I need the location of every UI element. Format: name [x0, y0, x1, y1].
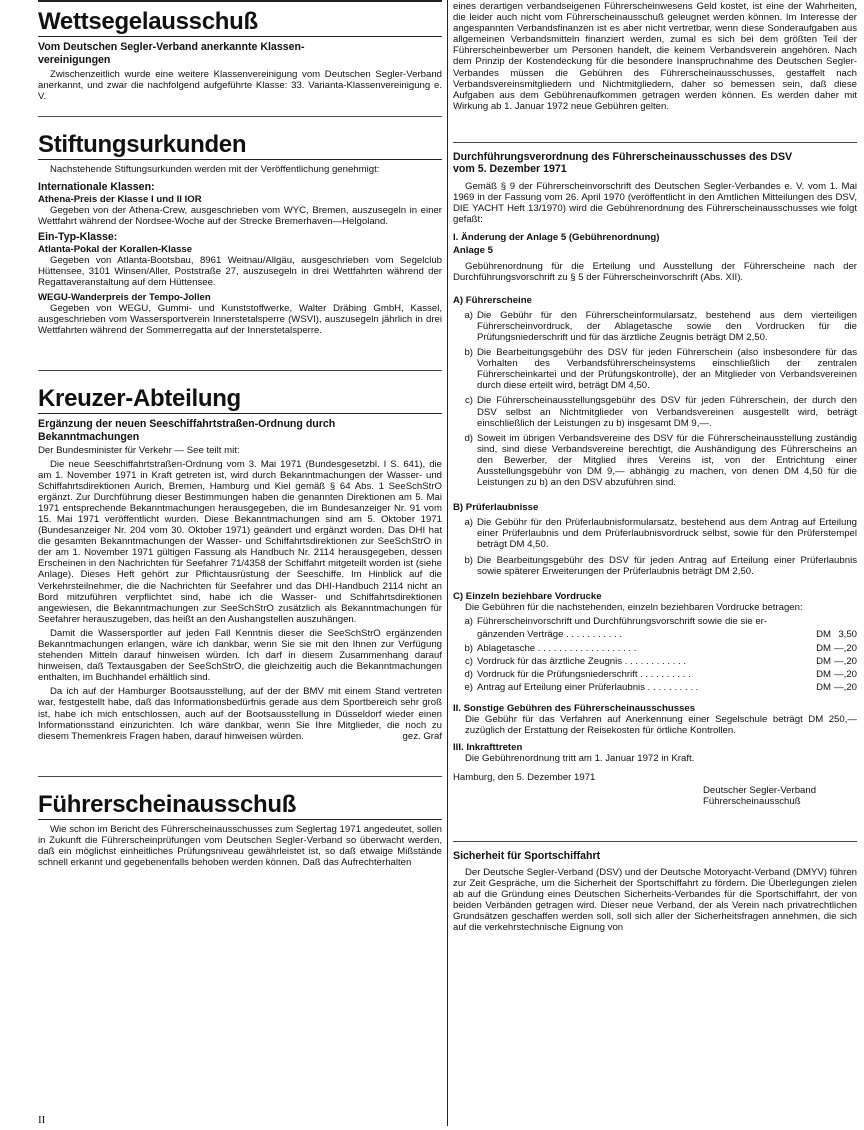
- heading-rule: [38, 159, 442, 160]
- athena-text: Gegeben von der Athena-Crew, ausgeschrieben vom WYC, Bremen, auszusegeln in einer Wettfahrt während der Nordsee-Woche auf der Strecke Bremerhaven—Helgoland.: [38, 204, 442, 228]
- item-label: a): [464, 517, 473, 529]
- signature-line-2: Führerscheinausschuß: [703, 796, 801, 808]
- heading-rule: [38, 36, 442, 37]
- anlage-text: Gebührenordnung für die Erteilung und Ausstellung der Führerscheine nach der Durchführungsvorschrift zu § 5 der Führerscheinvorschrift (Abs. XII).: [453, 260, 857, 283]
- fuehrerschein-section: [38, 791, 442, 868]
- kreuzer-heading: Kreuzer-Abteilung: [38, 385, 241, 413]
- kreuzer-section: [38, 385, 442, 741]
- fee-amount: —,20: [834, 682, 857, 694]
- fee-text: Antrag auf Erteilung einer Prüferlaubnis . . . . . . . . . .: [477, 682, 699, 694]
- s1-heading: I. Änderung der Anlage 5 (Gebührenordnung): [453, 232, 660, 244]
- stiftung-intro: Nachstehende Stiftungsurkunden werden mit der Veröffentlichung genehmigt:: [50, 164, 380, 176]
- section-divider: [38, 370, 442, 371]
- fee-label: d): [464, 669, 473, 681]
- wettsegel-section: [38, 8, 442, 102]
- fee-row: [453, 655, 857, 668]
- dvo-section: [453, 151, 857, 808]
- fee-row: [453, 615, 857, 642]
- wettsegel-heading: Wettsegelausschuß: [38, 8, 258, 35]
- a-list: [453, 310, 857, 488]
- fee-text-label: Vordruck für die Prüfungsniederschrift: [477, 669, 638, 681]
- section-divider: [38, 116, 442, 117]
- kreuzer-paragraph-3-text: Da ich auf der Hamburger Bootsausstellung, auf der der BMV mit einem Stand vertreten war, festgestellt habe, daß das Informationsbedürfnis gerade aus dem Sportbereich sehr groß ist, habe ich mich entschlossen, auch auf der Bootsausstellung in Düsseldorf wieder einen Informationsstand einzurichten. Ich wäre dankbar, wenn Sie Ihre Mitglieder, die noch zu diesem Themenkreis Fragen haben, darauf hinweisen würden.: [38, 686, 442, 742]
- section-divider: [453, 142, 857, 143]
- fee-text: Vordruck für die Prüfungsniederschrift . . . . . . . . . .: [477, 669, 691, 681]
- fee-text-line1: Führerscheinvorschrift und Durchführungsvorschrift sowie die sie er-: [477, 615, 768, 627]
- b-list: [453, 517, 857, 576]
- anlage-label: Anlage 5: [453, 245, 493, 257]
- fuehrerschein-text: Wie schon im Bericht des Führerscheinausschusses zum Seglertag 1971 angedeutet, sollen in Zukunft die Führerscheinprüfungen vom Deutschen Segler-Verband so überwacht werden, daß ein möglichst einheitliches Prüfungsniveau gewährleistet ist, so daß etwaige Mißstände schnell erkannt und gegebenenfalls behoben werden können. Daß das Aufrechterhalten: [38, 823, 442, 869]
- fee-text-label: Vordruck für das ärztliche Zeugnis: [477, 655, 623, 667]
- heading-rule: [38, 413, 442, 414]
- eintyp-heading: Ein-Typ-Klasse:: [38, 231, 118, 244]
- right-column: [453, 0, 857, 934]
- fee-text: Vordruck für das ärztliche Zeugnis . . . . . . . . . . . .: [477, 655, 687, 667]
- fee-currency: DM: [816, 642, 831, 654]
- item-text: Soweit im übrigen Verbandsvereine des DSV für die Führerscheinausstellung zuständig sind, sind diese Verbandsvereine berechtigt, die Aushändigung des Führerscheins an den Bewerber, der Mitglied ihres Vereins ist, von der Entrichtung einer Ausstellungsgebühr von DM 9,— abhängig zu machen, von denen DM 4,50 für die Leistungen zu b) an den DSV abzuführen sind.: [477, 432, 857, 489]
- fee-text-line2: gänzenden Verträge: [477, 629, 564, 641]
- athena-title: Athena-Preis der Klasse I und II IOR: [38, 193, 202, 205]
- kreuzer-intro: Der Bundesminister für Verkehr — See teilt mit:: [38, 445, 240, 457]
- wettsegel-subheading: Vom Deutschen Segler-Verband anerkannte Klassen-vereinigungen: [38, 41, 305, 66]
- item-label: a): [464, 309, 473, 321]
- wettsegel-text: Zwischenzeitlich wurde eine weitere Klassenvereinigung vom Deutschen Segler-Verband anerkannt, und zwar die nachfolgend aufgeführte Klasse: 33. Varianta-Klassenvereinigung e. V.: [38, 69, 442, 103]
- left-column: [38, 0, 442, 868]
- fee-currency: DM: [816, 629, 831, 641]
- item-label: c): [465, 395, 473, 407]
- kreuzer-paragraph-1: Die neue Seeschiffahrtstraßen-Ordnung vom 3. Mai 1971 (Bundesgesetzbl. I S. 641), die am 1. November 1971 in Kraft getreten ist, wird durch Bekanntmachungen der Wasser- und Schiffahrtsdirektionen Aurich, Bremen, Hamburg und Kiel gemäß § 64 Abs. 1 SeeSchStrO ergänzt. Zur Durchführung dieser Bestimmungen haben die genannten Direktionen am 5. Mai 1971 entsprechende Bekanntmachungen herausgegeben, die im Bundesanzeiger Nr. 91 vom 15. Mai 1971 veröffentlicht wurden. Diese Bekanntmachungen sind am 5. Oktober 1971 (Bundesanzeiger Nr. 204 vom 30. Oktober 1971) geändert und ergänzt worden. Das DHI hat die gesamten Bekanntmachungen der Wasser- und Schiffahrtsdirektionen zur SeeSchStrO in der am 1. November 1971 gültigen Fassung als Handbuch Nr. 2114 herausgegeben, dessen Erscheinen in den Nachrichten für Seefahrer 71/4358 der Schiffahrt mitgeteilt worden ist (siehe Anlage). Dieses Heft gehört zur Pflichtausrüstung der Seeschiffe. Im Hinblick auf die Verkehrsteilnehmer, die die Nachrichten für Seefahrer und das DHI-Handbuch 2114 nicht an Bord mitzuführen verpflichtet sind, habe ich die Wasser- und Schiffahrtsdirektionen angewiesen, die Bekanntmachungen zur SeeSchStrO zusätzlich als Bekanntmachungen für Seefahrer herauszugeben, das heißt an den Aushangstellen auszuhängen.: [38, 458, 442, 625]
- fee-label: e): [464, 682, 473, 694]
- c-intro: Die Gebühren für die nachstehenden, einzeln beziehbaren Vordrucke betragen:: [465, 601, 803, 613]
- kreuzer-signature: gez. Graf: [402, 730, 442, 742]
- stiftung-section: [38, 131, 442, 336]
- b-heading: B) Prüferlaubnisse: [453, 502, 539, 514]
- sicherheit-text: Der Deutsche Segler-Verband (DSV) und der Deutsche Motoryacht-Verband (DMYV) führen zur Zeit Gespräche, um die Sicherheit der Sportschiffahrt zu fördern. Die Überlegungen zielen ab auf die Gründung eines Deutschen Sicherheits-Verbandes für die Sportschiffahrt, der von beiden Verbänden getragen wird. Dieser neue Verband, der als Verein nach privatrechtlichen Grundsätzen geschaffen werden soll, soll sich aller der Sicherheitsfragen annehmen, die sich auf die verkehrstechnische Eignung von: [453, 866, 857, 934]
- list-item: [453, 310, 857, 343]
- sicherheit-heading: Sicherheit für Sportschiffahrt: [453, 850, 601, 863]
- item-label: b): [464, 347, 473, 359]
- item-text: Die Gebühr für den Prüferlaubnisformularsatz, bestehend aus dem Antrag auf Erteilung einer Prüferlaubnis und dem Prüferlaubnisvordruck selbst, sowie für den Prüferstempel beträgt DM 4,50.: [477, 517, 857, 551]
- fuehrerschein-heading: Führerscheinausschuß: [38, 790, 297, 818]
- list-item: [453, 555, 857, 577]
- fee-amount: —,20: [834, 642, 857, 654]
- fee-row: [453, 668, 857, 681]
- intl-classes-heading: Internationale Klassen:: [38, 181, 155, 194]
- fee-text-label: Ablagetasche: [477, 642, 536, 654]
- fee-text-label: Antrag auf Erteilung einer Prüferlaubnis: [477, 682, 645, 694]
- s3-text: Die Gebührenordnung tritt am 1. Januar 1972 in Kraft.: [465, 753, 695, 765]
- list-item: [453, 347, 857, 391]
- signature-line-1: Deutscher Segler-Verband: [703, 785, 817, 797]
- fee-list: [453, 615, 857, 695]
- c-heading: C) Einzeln beziehbare Vordrucke: [453, 590, 602, 602]
- fee-currency: DM: [816, 682, 831, 694]
- a-heading: A) Führerscheine: [453, 294, 532, 306]
- dvo-intro: Gemäß § 9 der Führerscheinvorschrift des Deutschen Segler-Verbandes e. V. vom 1. Mai 1969 in der Fassung vom 26. April 1970 (veröffentlicht in den Amtlichen Mitteilungen des DSV, DIE YACHT Heft 13/1970) wird die Gebührenordnung des Führerscheinausschusses wie folgt gefaßt:: [453, 180, 857, 226]
- place-date: Hamburg, den 5. Dezember 1971: [453, 772, 596, 784]
- fee-text: Ablagetasche . . . . . . . . . . . . . . . . . . .: [477, 642, 637, 654]
- heading-rule: [38, 819, 442, 820]
- list-item: [453, 517, 857, 550]
- list-item: [453, 433, 857, 488]
- list-item: [453, 395, 857, 428]
- fee-label: c): [465, 655, 473, 667]
- kreuzer-subheading: Ergänzung der neuen Seeschiffahrtstraßen-Ordnung durch Bekanntmachungen: [38, 418, 336, 443]
- atlanta-title: Atlanta-Pokal der Korallen-Klasse: [38, 243, 193, 255]
- section-divider: [38, 776, 442, 777]
- stiftung-heading: Stiftungsurkunden: [38, 131, 247, 159]
- fee-currency: DM: [816, 669, 831, 681]
- fee-label: a): [464, 615, 473, 627]
- fee-text: Führerscheinvorschrift und Durchführungsvorschrift sowie die sie er- gänzenden Verträge . . . . . . . . . . .: [477, 615, 768, 641]
- wegu-text: Gegeben von WEGU, Gummi- und Kunststoffwerke, Walter Dräbing GmbH, Kassel, ausgeschrieben vom Wassersportverein Innerstetalsperre (WSVI), auszusegeln jährlich in drei Wettfahrten während der Sommerregatta auf der Innerstetalsperre.: [38, 303, 442, 337]
- sicherheit-section: [453, 850, 857, 933]
- s2-text: Die Gebühr für das Verfahren auf Anerkennung einer Segelschule beträgt DM 250,— zuzüglich der Erstattung der Reisekosten für örtliche Kontrollen.: [465, 713, 857, 736]
- fee-currency: DM: [816, 655, 831, 667]
- item-text: Die Bearbeitungsgebühr des DSV für jeden Antrag auf Erteilung einer Prüferlaubnis sowie späterer Erweiterungen der Prüferlaubnis beträgt DM 2,50.: [477, 554, 857, 577]
- dvo-title: Durchführungsverordnung des Führerscheinausschusses des DSV vom 5. Dezember 1971: [453, 150, 793, 176]
- item-text: Die Gebühr für den Führerscheinformularsatz, bestehend aus dem vierteiligen Führerscheinvordruck, der Ablagetasche sowie den Vordrucken für die Prüfungsniederschrift und für das ärztliche Zeugnis beträgt DM 2,50.: [477, 309, 857, 343]
- fee-row: [453, 642, 857, 655]
- fuehrerschein-continued: eines derartigen verbandseigenen Führerscheinwesens Geld kostet, ist eine der Wahrheiten, die leider auch nicht vom Führerscheinausschuß geleugnet werden können. Im Interesse der angespannten Verbandsfinanzen ist es aber nicht vertretbar, wenn diese Sonderaufgaben aus allgemeinen Verbandsmitteln finanziert werden, zumal es sich bei dem größten Teil der Führerscheinbewerber um Personen handelt, die keinem Verbandsverein angehören. Nach dem Prinzip der Kostendeckung für die besondere Inanspruchnahme des Deutschen Segler-Verbandes müssen die Gebühren des Führerscheinausschusses, gestaffelt nach Verbandsvereinsmitgliedern und Nichtmitgliedern, daher so bemessen sein, daß diese Aufgaben aus dem Gebührenaufkommen getragen werden können. Es werden daher mit Wirkung ab 1. Januar 1972 neue Gebühren gelten.: [453, 1, 857, 112]
- page-number: II: [38, 1114, 46, 1126]
- kreuzer-paragraph-2: Damit die Wassersportler auf jeden Fall Kenntnis dieser die SeeSchStrO ergänzenden Bekanntmachungen erlangen, wäre ich dankbar, wenn Sie sie mit den Ihnen zur Verfügung stehenden Mitteln darauf hinweisen würden. Ich darf in diesem Zusammenhang darauf hinweisen, daß Textausgaben der SeeSchStrO, die gleichzeitig auch die Bekanntmachungen enthalten, im Buchhandel erhältlich sind.: [38, 627, 442, 684]
- fee-amount: —,20: [834, 655, 857, 667]
- item-label: b): [464, 554, 473, 566]
- item-text: Die Bearbeitungsgebühr des DSV für jeden Führerschein (also insbesondere für das Vorhalten des Verbandsführerscheinsystems einschließlich der zentralen Führerscheinkartei und der Prüfungskontrolle), der an Mitglieder von Verbandsvereinen durch diese erteilt wird, beträgt DM 4,50.: [477, 347, 857, 392]
- item-label: d): [464, 432, 473, 444]
- atlanta-text: Gegeben von Atlanta-Bootsbau, 8961 Weitnau/Allgäu, ausgeschrieben vom Segelclub Hüttensee, 3101 Winsen/Aller, Poststraße 27, auszusegeln in drei Wettfahrten während der Regattaveranstaltung auf dem Hüttensee.: [38, 254, 442, 288]
- item-text: Die Führerscheinausstellungsgebühr des DSV für jeden Führerschein, der durch den DSV selbst an Nichtmitglieder von Verbandsvereinen ausgestellt wird, beträgt einschließlich der Leistungen zu b) insgesamt DM 9,—.: [477, 395, 857, 429]
- section-divider: [453, 841, 857, 842]
- s2-heading: II. Sonstige Gebühren des Führerscheinausschusses: [453, 702, 696, 714]
- wegu-title: WEGU-Wanderpreis der Tempo-Jollen: [38, 292, 211, 304]
- fee-label: b): [464, 642, 473, 654]
- fee-row: [453, 681, 857, 694]
- s3-heading: III. Inkrafttreten: [453, 742, 523, 753]
- column-divider: [447, 0, 448, 1126]
- kreuzer-paragraph-3: [38, 686, 442, 741]
- fee-amount: —,20: [834, 669, 857, 681]
- fee-amount: 3,50: [838, 629, 857, 641]
